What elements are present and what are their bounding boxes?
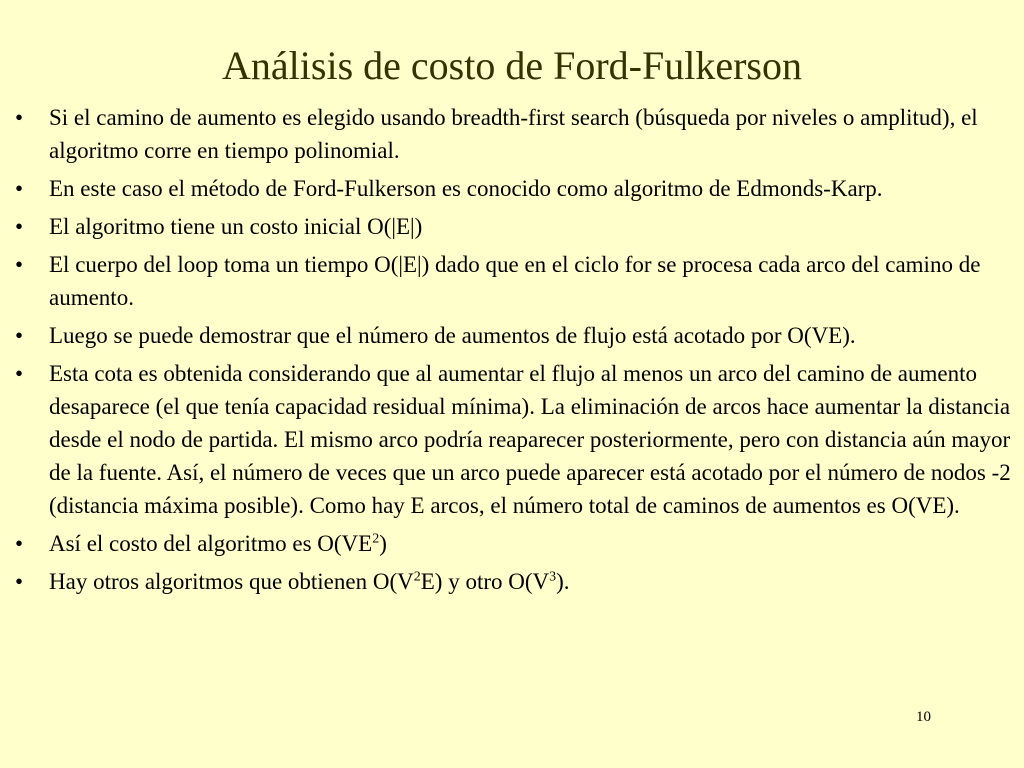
bullet-item-augmentation-bound — [0, 319, 1024, 352]
text-segment: Hay otros algoritmos que obtienen O(V — [49, 569, 414, 594]
bullet-item-loop-body — [0, 248, 1024, 314]
bullet-item-edmonds-karp — [0, 172, 1024, 205]
bullet-text: Si el camino de aumento es elegido usando breadth-first search (búsqueda por niveles o amplitud), el algoritmo corre en tiempo polinomial. — [49, 105, 978, 163]
bullet-icon: • — [15, 531, 24, 556]
page-number: 10 — [916, 709, 931, 725]
exponent: 3 — [549, 569, 557, 585]
bullet-icon: • — [15, 176, 24, 201]
bullet-item-bound-explanation — [0, 357, 1024, 522]
text-segment: Así el costo del algoritmo es O(VE — [49, 531, 373, 556]
bullet-text: En este caso el método de Ford-Fulkerson es conocido como algoritmo de Edmonds-Karp. — [49, 176, 883, 201]
bullet-text: El cuerpo del loop toma un tiempo O(|E|) dado que en el ciclo for se procesa cada arco del camino de aumento. — [49, 252, 981, 310]
bullet-text: El algoritmo tiene un costo inicial O(|E|) — [49, 214, 423, 239]
bullet-text — [49, 531, 387, 556]
slide-title: Análisis de costo de Ford-Fulkerson — [222, 43, 802, 88]
bullet-item-bfs — [0, 101, 1024, 167]
bullet-icon: • — [15, 323, 24, 348]
bullet-icon: • — [15, 252, 24, 277]
bullet-text: Luego se puede demostrar que el número de aumentos de flujo está acotado por O(VE). — [49, 323, 856, 348]
bullet-icon: • — [15, 105, 24, 130]
bullet-text — [49, 569, 570, 594]
bullet-icon: • — [15, 214, 24, 239]
bullet-item-total-cost — [0, 527, 1024, 560]
exponent: 2 — [413, 569, 421, 585]
bullet-text: Esta cota es obtenida considerando que al aumentar el flujo al menos un arco del camino de aumento desaparece (el que tenía capacidad residual mínima). La eliminación de arcos hace aumentar la distancia desde el nodo de partida. El mismo arco podría reaparecer posteriormente, pero con distancia aún mayor de la fuente. Así, el número de veces que un arco puede aparecer está acotado por el número de nodos -2 (distancia máxima posible). Como hay E arcos, el número total de caminos de aumentos es O(VE). — [49, 361, 1011, 518]
exponent: 2 — [372, 531, 380, 547]
bullet-icon: • — [15, 569, 24, 594]
text-segment: ). — [556, 569, 570, 594]
bullet-icon: • — [15, 361, 24, 386]
bullet-item-initial-cost — [0, 210, 1024, 243]
bullet-item-other-algorithms — [0, 565, 1024, 598]
text-segment: E) y otro O(V — [420, 569, 550, 594]
bullet-list — [0, 101, 1024, 603]
text-segment: ) — [379, 531, 387, 556]
